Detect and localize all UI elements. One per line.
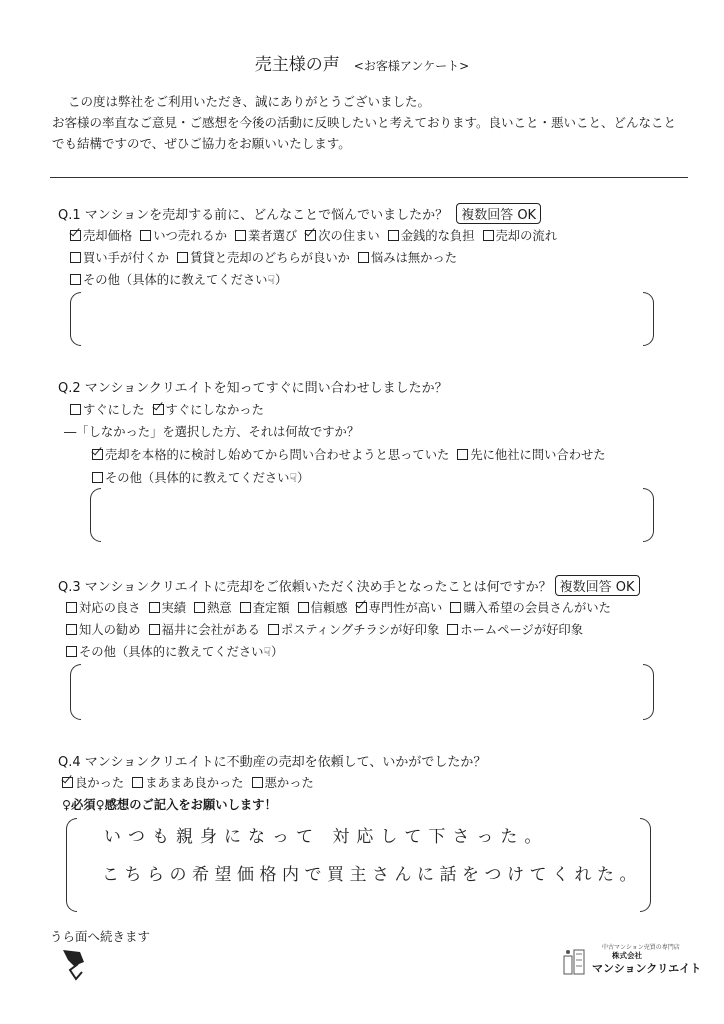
bracket-left — [70, 292, 81, 346]
option-item[interactable] — [70, 251, 169, 265]
bracket-left — [70, 664, 81, 720]
option-item[interactable] — [194, 601, 232, 615]
logo-company-name: マンションクリエイト — [592, 962, 702, 975]
q1-other[interactable] — [70, 270, 287, 288]
option-label: 金銭的な負担 — [400, 229, 475, 243]
checkbox[interactable] — [70, 404, 81, 415]
checkbox[interactable] — [483, 230, 494, 241]
q1-options-row — [70, 226, 565, 244]
checkbox[interactable] — [388, 230, 399, 241]
checkbox[interactable] — [450, 602, 461, 613]
bracket-right — [643, 488, 654, 542]
option-label: 先に他社に問い合わせた — [470, 448, 606, 462]
divider — [50, 177, 688, 178]
turn-arrow-icon — [60, 948, 90, 986]
handwritten-answer-line: いつも親身になって 対応して下さった。 — [104, 827, 549, 847]
option-item[interactable] — [149, 623, 260, 637]
option-label: 悪かった — [264, 776, 314, 790]
title-text: 売主様の声 — [254, 55, 340, 75]
option-label: 売却を本格的に検討し始めてから問い合わせようと思っていた — [105, 448, 450, 462]
option-item[interactable] — [177, 251, 350, 265]
other-label: その他（具体的に教えてください☟） — [79, 645, 284, 659]
option-label: 良かった — [75, 776, 125, 790]
company-logo — [562, 940, 702, 980]
option-label: 買い手が付くか — [83, 251, 170, 265]
checkbox-checked[interactable] — [70, 230, 81, 241]
q2-other[interactable] — [92, 468, 309, 486]
option-label: 査定額 — [252, 601, 290, 615]
option-item[interactable] — [358, 251, 457, 265]
checkbox[interactable] — [66, 624, 77, 635]
q1-options-row — [70, 248, 465, 266]
checkbox-checked[interactable] — [356, 602, 367, 613]
intro-line: この度は弊社をご利用いただき、誠にありがとうございました。 — [68, 94, 431, 109]
bracket-left — [90, 488, 101, 542]
option-item[interactable] — [298, 601, 348, 615]
option-label: すぐにした — [83, 403, 145, 417]
option-label: 賃貸と売却のどちらが良いか — [190, 251, 350, 265]
option-item[interactable] — [92, 448, 449, 462]
q2-options-row — [70, 400, 272, 418]
option-label: いつ売れるか — [153, 229, 227, 243]
q1-question — [58, 203, 541, 224]
bracket-right — [643, 664, 654, 720]
q1-text: Q.1 マンションを売却する前に、どんなことで悩んでいましたか？ — [58, 208, 449, 223]
checkbox[interactable] — [66, 646, 77, 657]
q2-other-field[interactable] — [104, 488, 640, 540]
option-label: ポスティングチラシが好印象 — [280, 623, 440, 637]
option-item[interactable] — [450, 601, 611, 615]
checkbox[interactable] — [66, 602, 77, 613]
checkbox[interactable] — [457, 449, 468, 460]
checkbox[interactable] — [177, 252, 188, 263]
multi-ok-badge: 複数回答 OK — [555, 575, 640, 596]
option-label: 購入希望の会員さんがいた — [463, 601, 611, 615]
option-item[interactable] — [235, 229, 297, 243]
checkbox[interactable] — [140, 230, 151, 241]
checkbox[interactable] — [268, 624, 279, 635]
option-item[interactable] — [62, 776, 124, 790]
option-item[interactable] — [483, 229, 558, 243]
bracket-left — [66, 818, 77, 912]
checkbox[interactable] — [252, 777, 263, 788]
option-item[interactable] — [447, 623, 583, 637]
q3-text: Q.3 マンションクリエイトに売却をご依頼いただく決め手となったことは何ですか？ — [58, 580, 552, 595]
option-label: 売却の流れ — [495, 229, 557, 243]
checkbox[interactable] — [70, 274, 81, 285]
option-item[interactable] — [252, 776, 314, 790]
intro-line: でも結構ですので、ぜひご協力をお願いいたします。 — [52, 136, 351, 151]
checkbox[interactable] — [358, 252, 369, 263]
checkbox[interactable] — [298, 602, 309, 613]
checkbox[interactable] — [149, 624, 160, 635]
checkbox-checked[interactable] — [92, 449, 103, 460]
option-item[interactable] — [149, 601, 187, 615]
building-icon — [562, 946, 588, 976]
checkbox[interactable] — [447, 624, 458, 635]
option-label: 福井に会社がある — [161, 623, 260, 637]
option-item[interactable] — [457, 448, 605, 462]
option-label: 熱意 — [207, 601, 232, 615]
checkbox-checked[interactable] — [153, 404, 164, 415]
other-label: その他（具体的に教えてください☟） — [83, 273, 288, 287]
checkbox[interactable] — [132, 777, 143, 788]
q4-question: Q.4 マンションクリエイトに不動産の売却を依頼して、いかがでしたか？ — [58, 755, 487, 770]
checkbox[interactable] — [92, 472, 103, 483]
q3-options-row — [66, 598, 619, 616]
option-item[interactable] — [240, 601, 290, 615]
option-label: 売却価格 — [83, 229, 133, 243]
option-label: 信頼感 — [310, 601, 348, 615]
q3-other-field[interactable] — [84, 664, 640, 718]
option-label: 悩みは無かった — [370, 251, 458, 265]
option-item[interactable] — [132, 776, 243, 790]
subtitle: <お客様アンケート> — [353, 59, 470, 73]
option-label: 知人の勧め — [79, 623, 141, 637]
q4-options-row — [62, 773, 322, 791]
option-item[interactable] — [140, 229, 227, 243]
option-item[interactable] — [268, 623, 439, 637]
checkbox[interactable] — [235, 230, 246, 241]
checkbox-checked[interactable] — [62, 777, 73, 788]
option-item[interactable] — [356, 601, 443, 615]
handwritten-answer-line: こちらの希望価格内で買主さんに話をつけてくれた。 — [102, 865, 642, 885]
option-item[interactable] — [305, 229, 380, 243]
checkbox[interactable] — [194, 602, 205, 613]
q4-comment-field[interactable] — [80, 818, 642, 910]
option-item[interactable] — [66, 623, 141, 637]
option-label: 業者選び — [248, 229, 298, 243]
option-label: 次の住まい — [318, 229, 380, 243]
option-label: すぐにしなかった — [165, 403, 264, 417]
q3-other[interactable] — [66, 642, 283, 660]
option-item[interactable] — [70, 403, 145, 417]
option-item[interactable] — [70, 229, 132, 243]
checkbox-checked[interactable] — [305, 230, 316, 241]
option-item[interactable] — [388, 229, 475, 243]
checkbox[interactable] — [149, 602, 160, 613]
option-label: 専門性が高い — [368, 601, 443, 615]
option-label: 対応の良さ — [79, 601, 141, 615]
intro-line: お客様の率直なご意見・ご感想を今後の活動に反映したいと考えております。良いこと・悪いこと、どんなこと — [52, 115, 677, 130]
q2-question: Q.2 マンションクリエイトを知ってすぐに問い合わせしましたか？ — [58, 381, 448, 396]
q2-followup: ―「しなかった」を選択した方、それは何故ですか？ — [64, 425, 360, 439]
checkbox[interactable] — [240, 602, 251, 613]
continue-note: うら面へ続きます — [50, 929, 151, 944]
option-item[interactable] — [66, 601, 141, 615]
logo-company-type: 株式会社 — [612, 951, 642, 960]
q3-question — [58, 575, 640, 596]
q2-followup-options — [92, 445, 614, 463]
option-label: 実績 — [161, 601, 187, 615]
option-item[interactable] — [153, 403, 264, 417]
bracket-right — [643, 292, 654, 346]
option-label: まあまあ良かった — [145, 776, 244, 790]
q1-other-field[interactable] — [84, 292, 640, 344]
multi-ok-badge: 複数回答 OK — [456, 203, 541, 224]
q4-required-note: ♀必須♀感想のご記入をお願いします！ — [62, 798, 277, 812]
checkbox[interactable] — [70, 252, 81, 263]
page-title — [0, 50, 724, 75]
other-label: その他（具体的に教えてください☟） — [105, 471, 310, 485]
logo-tagline: 中古マンション売買の専門店 — [602, 944, 680, 951]
option-label: ホームページが好印象 — [460, 623, 584, 637]
q3-options-row — [66, 620, 591, 638]
